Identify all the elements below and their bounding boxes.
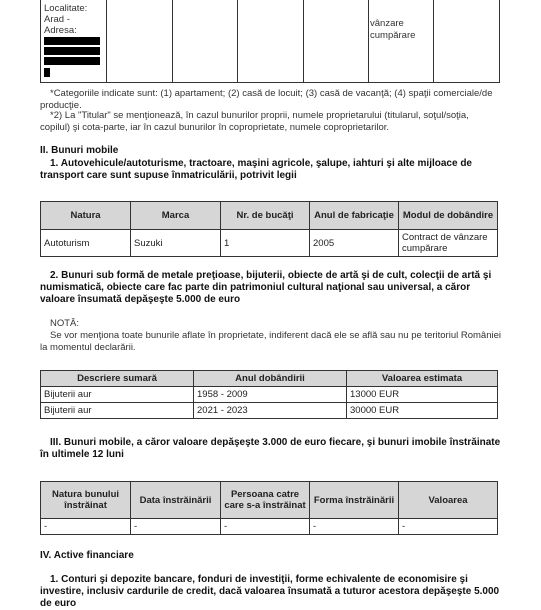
alienated-cell: - — [41, 519, 131, 535]
section-3-title: III. Bunuri mobile, a căror valoare depăşeşte 3.000 de euro fiecare, şi bunuri imobile înstrăinate în ultimele 12 luni — [40, 437, 501, 460]
localitate-label: Localitate: — [44, 3, 88, 14]
valuable-value: 30000 EUR — [347, 403, 498, 419]
vehicle-mod: Contract de vânzare cumpărare — [399, 230, 498, 257]
vehicles-header: Marca — [131, 202, 221, 230]
table-row — [41, 230, 498, 257]
alienated-header: Natura bunului înstrăinat — [41, 482, 131, 519]
section-2-sub1: 1. Autovehicule/autoturisme, tractoare, maşini agricole, şalupe, iahturi şi alte mijloace de transport care sunt supuse înmatriculării, potrivit legii — [40, 158, 472, 181]
alienated-cell: - — [310, 519, 399, 535]
note-titular: *2) La "Titular" se menţionează, în cazul bunurilor proprii, numele proprietarului (titularul, soţul/soţia, copilul) şi cota-parte, iar în cazul bunurilor în coproprietate, numele coproprietarilor. — [40, 110, 469, 133]
mod-dobandire-top: vânzare cumpărare — [370, 18, 416, 41]
section-4-sub1: 1. Conturi şi depozite bancare, fonduri de investiţii, forme echivalente de economisire şi investire, inclusiv cardurile de credit, dacă valoarea însumată a tuturor acestora depăşeşte 5.000 de euro — [40, 574, 500, 609]
table-row — [41, 387, 498, 403]
valuables-header: Descriere sumară — [41, 371, 194, 387]
valuable-desc: Bijuterii aur — [41, 403, 194, 419]
vehicle-natura: Autoturism — [41, 230, 131, 257]
valuables-table — [40, 370, 498, 419]
top-property-table — [40, 0, 500, 83]
localitate-value: Arad - — [44, 14, 70, 25]
alienated-header: Persoana catre care s-a înstrăinat — [221, 482, 310, 519]
adresa-label: Adresa: — [44, 25, 77, 36]
vehicle-year: 2005 — [310, 230, 399, 257]
table-row — [41, 403, 498, 419]
alienated-cell: - — [221, 519, 310, 535]
section-2-title: II. Bunuri mobile — [40, 145, 119, 156]
alienated-header: Forma înstrăinării — [310, 482, 399, 519]
vehicles-header: Anul de fabricaţie — [310, 202, 399, 230]
nota-label: NOTĂ: — [50, 318, 80, 329]
section-4-title: IV. Active financiare — [40, 550, 134, 561]
valuable-year: 2021 - 2023 — [194, 403, 347, 419]
vehicles-header: Natura — [41, 202, 131, 230]
alienated-header: Valoarea — [399, 482, 498, 519]
vehicles-header: Modul de dobândire — [399, 202, 498, 230]
table-row — [41, 519, 498, 535]
vehicle-count: 1 — [221, 230, 310, 257]
alienated-table — [40, 481, 498, 535]
nota-text: Se vor menţiona toate bunurile aflate în proprietate, indiferent dacă ele se află sau nu pe teritoriul României la momentul declarării. — [40, 330, 501, 353]
vehicle-marca: Suzuki — [131, 230, 221, 257]
valuable-desc: Bijuterii aur — [41, 387, 194, 403]
valuable-value: 13000 EUR — [347, 387, 498, 403]
section-2-sub2: 2. Bunuri sub formă de metale preţioase, bijuterii, obiecte de artă şi de cult, colecţii de artă şi numismatică, obiecte care fac parte din patrimoniul cultural naţional sau universal, a căror valoare însumată depăşeşte 5.000 de euro — [40, 270, 492, 305]
note-categories: *Categoriile indicate sunt: (1) apartament; (2) casă de locuit; (3) casă de vacanţă; (4) spaţii comerciale/de producţie. — [40, 88, 493, 111]
alienated-cell: - — [399, 519, 498, 535]
valuables-header: Valoarea estimata — [347, 371, 498, 387]
vehicles-table — [40, 201, 498, 257]
alienated-header: Data înstrăinării — [131, 482, 221, 519]
vehicles-header: Nr. de bucăţi — [221, 202, 310, 230]
alienated-cell: - — [131, 519, 221, 535]
valuables-header: Anul dobândirii — [194, 371, 347, 387]
valuable-year: 1958 - 2009 — [194, 387, 347, 403]
